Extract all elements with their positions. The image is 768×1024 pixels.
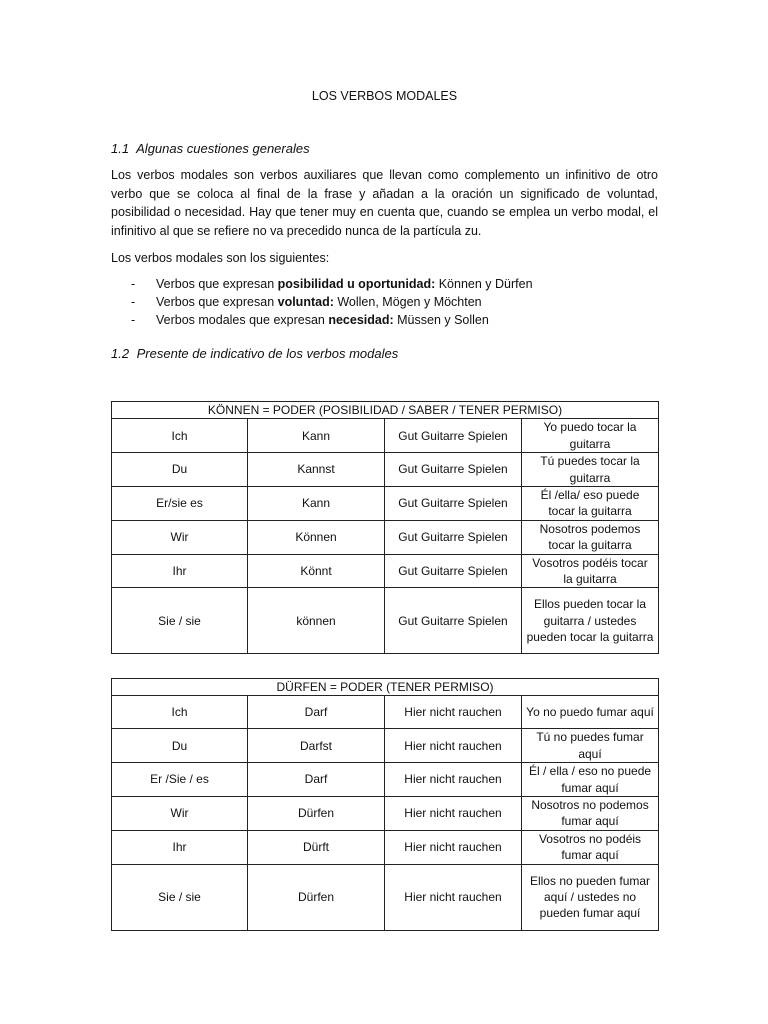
table-row xyxy=(112,453,659,487)
section-title: Algunas cuestiones generales xyxy=(136,141,310,156)
table-row xyxy=(112,487,659,521)
list-item-bold: voluntad: xyxy=(277,295,334,309)
list-item xyxy=(111,293,658,311)
phrase-cell: Hier nicht rauchen xyxy=(385,696,522,729)
table-row xyxy=(112,729,659,763)
list-dash: - xyxy=(131,313,136,327)
table-row xyxy=(112,830,659,864)
list-item-suffix: Müssen y Sollen xyxy=(393,313,489,327)
modal-verbs-list xyxy=(111,275,658,329)
list-item-prefix: Verbos que expresan xyxy=(156,277,278,291)
list-dash: - xyxy=(131,277,136,291)
translation-cell: Tú puedes tocar la guitarra xyxy=(522,453,659,487)
translation-cell: Él / ella / eso no puede fumar aquí xyxy=(522,763,659,797)
phrase-cell: Hier nicht rauchen xyxy=(385,830,522,864)
phrase-cell: Gut Guitarre Spielen xyxy=(385,419,522,453)
section-heading-2 xyxy=(111,346,658,362)
translation-cell: Tú no puedes fumar aquí xyxy=(522,729,659,763)
phrase-cell: Gut Guitarre Spielen xyxy=(385,487,522,521)
pronoun-cell: Sie / sie xyxy=(112,588,248,654)
phrase-cell: Hier nicht rauchen xyxy=(385,797,522,831)
pronoun-cell: Sie / sie xyxy=(112,864,248,930)
verb-cell: Darf xyxy=(248,763,385,797)
table-row xyxy=(112,419,659,453)
list-intro-paragraph: Los verbos modales son los siguientes: xyxy=(111,251,330,265)
pronoun-cell: Du xyxy=(112,453,248,487)
translation-cell: Ellos no pueden fumar aquí / ustedes no pueden fumar aquí xyxy=(522,864,659,930)
translation-cell: Vosotros podéis tocar la guitarra xyxy=(522,554,659,588)
pronoun-cell: Ihr xyxy=(112,830,248,864)
pronoun-cell: Er /Sie / es xyxy=(112,763,248,797)
phrase-cell: Hier nicht rauchen xyxy=(385,864,522,930)
translation-cell: Yo no puedo fumar aquí xyxy=(522,696,659,729)
table-header: KÖNNEN = PODER (POSIBILIDAD / SABER / TENER PERMISO) xyxy=(112,402,659,419)
verb-cell: Kannst xyxy=(248,453,385,487)
document-title: LOS VERBOS MODALES xyxy=(311,89,458,103)
translation-cell: Nosotros no podemos fumar aquí xyxy=(522,797,659,831)
section-number: 1.1 xyxy=(111,141,130,156)
list-item xyxy=(111,275,658,293)
verb-cell: Kann xyxy=(248,487,385,521)
verb-cell: Dürfen xyxy=(248,797,385,831)
translation-cell: Nosotros podemos tocar la guitarra xyxy=(522,520,659,554)
translation-cell: Vosotros no podéis fumar aquí xyxy=(522,830,659,864)
list-item-prefix: Verbos modales que expresan xyxy=(156,313,329,327)
list-item-suffix: Können y Dürfen xyxy=(435,277,533,291)
list-item-bold: necesidad: xyxy=(328,313,394,327)
verb-cell: Darfst xyxy=(248,729,385,763)
pronoun-cell: Ich xyxy=(112,419,248,453)
pronoun-cell: Ihr xyxy=(112,554,248,588)
list-dash: - xyxy=(131,295,136,309)
table-row xyxy=(112,763,659,797)
verb-cell: können xyxy=(248,588,385,654)
phrase-cell: Gut Guitarre Spielen xyxy=(385,453,522,487)
table-row xyxy=(112,864,659,930)
table-header: DÜRFEN = PODER (TENER PERMISO) xyxy=(112,679,659,696)
translation-cell: Ellos pueden tocar la guitarra / ustedes pueden tocar la guitarra xyxy=(522,588,659,654)
verb-cell: Darf xyxy=(248,696,385,729)
intro-paragraph: Los verbos modales son verbos auxiliares que llevan como complemento un infinitivo de otro verbo que se coloca al final de la frase y añadan a la oración un significado de voluntad, posibilidad o necesidad. Hay que tener muy en cuenta que, cuando se emplea un verbo modal, el infinitivo al que se refiere no va precedido nunca de la partícula zu. xyxy=(111,168,658,238)
pronoun-cell: Wir xyxy=(112,797,248,831)
phrase-cell: Gut Guitarre Spielen xyxy=(385,554,522,588)
table-row xyxy=(112,588,659,654)
phrase-cell: Hier nicht rauchen xyxy=(385,729,522,763)
verb-cell: Könnt xyxy=(248,554,385,588)
pronoun-cell: Ich xyxy=(112,696,248,729)
verb-cell: Kann xyxy=(248,419,385,453)
pronoun-cell: Du xyxy=(112,729,248,763)
section-heading-1 xyxy=(111,141,658,157)
pronoun-cell: Er/sie es xyxy=(112,487,248,521)
verb-cell: Können xyxy=(248,520,385,554)
konnen-table xyxy=(111,401,659,654)
verb-cell: Dürft xyxy=(248,830,385,864)
list-item-prefix: Verbos que expresan xyxy=(156,295,278,309)
phrase-cell: Gut Guitarre Spielen xyxy=(385,520,522,554)
list-item xyxy=(111,311,658,329)
pronoun-cell: Wir xyxy=(112,520,248,554)
translation-cell: Yo puedo tocar la guitarra xyxy=(522,419,659,453)
list-item-bold: posibilidad u oportunidad: xyxy=(277,277,436,291)
section-title: Presente de indicativo de los verbos modales xyxy=(136,346,399,361)
durfen-table xyxy=(111,678,659,931)
phrase-cell: Gut Guitarre Spielen xyxy=(385,588,522,654)
table-row xyxy=(112,554,659,588)
translation-cell: Él /ella/ eso puede tocar la guitarra xyxy=(522,487,659,521)
phrase-cell: Hier nicht rauchen xyxy=(385,763,522,797)
list-item-suffix: Wollen, Mögen y Möchten xyxy=(333,295,482,309)
table-row xyxy=(112,797,659,831)
section-number: 1.2 xyxy=(111,346,130,361)
table-row xyxy=(112,696,659,729)
table-row xyxy=(112,520,659,554)
verb-cell: Dürfen xyxy=(248,864,385,930)
